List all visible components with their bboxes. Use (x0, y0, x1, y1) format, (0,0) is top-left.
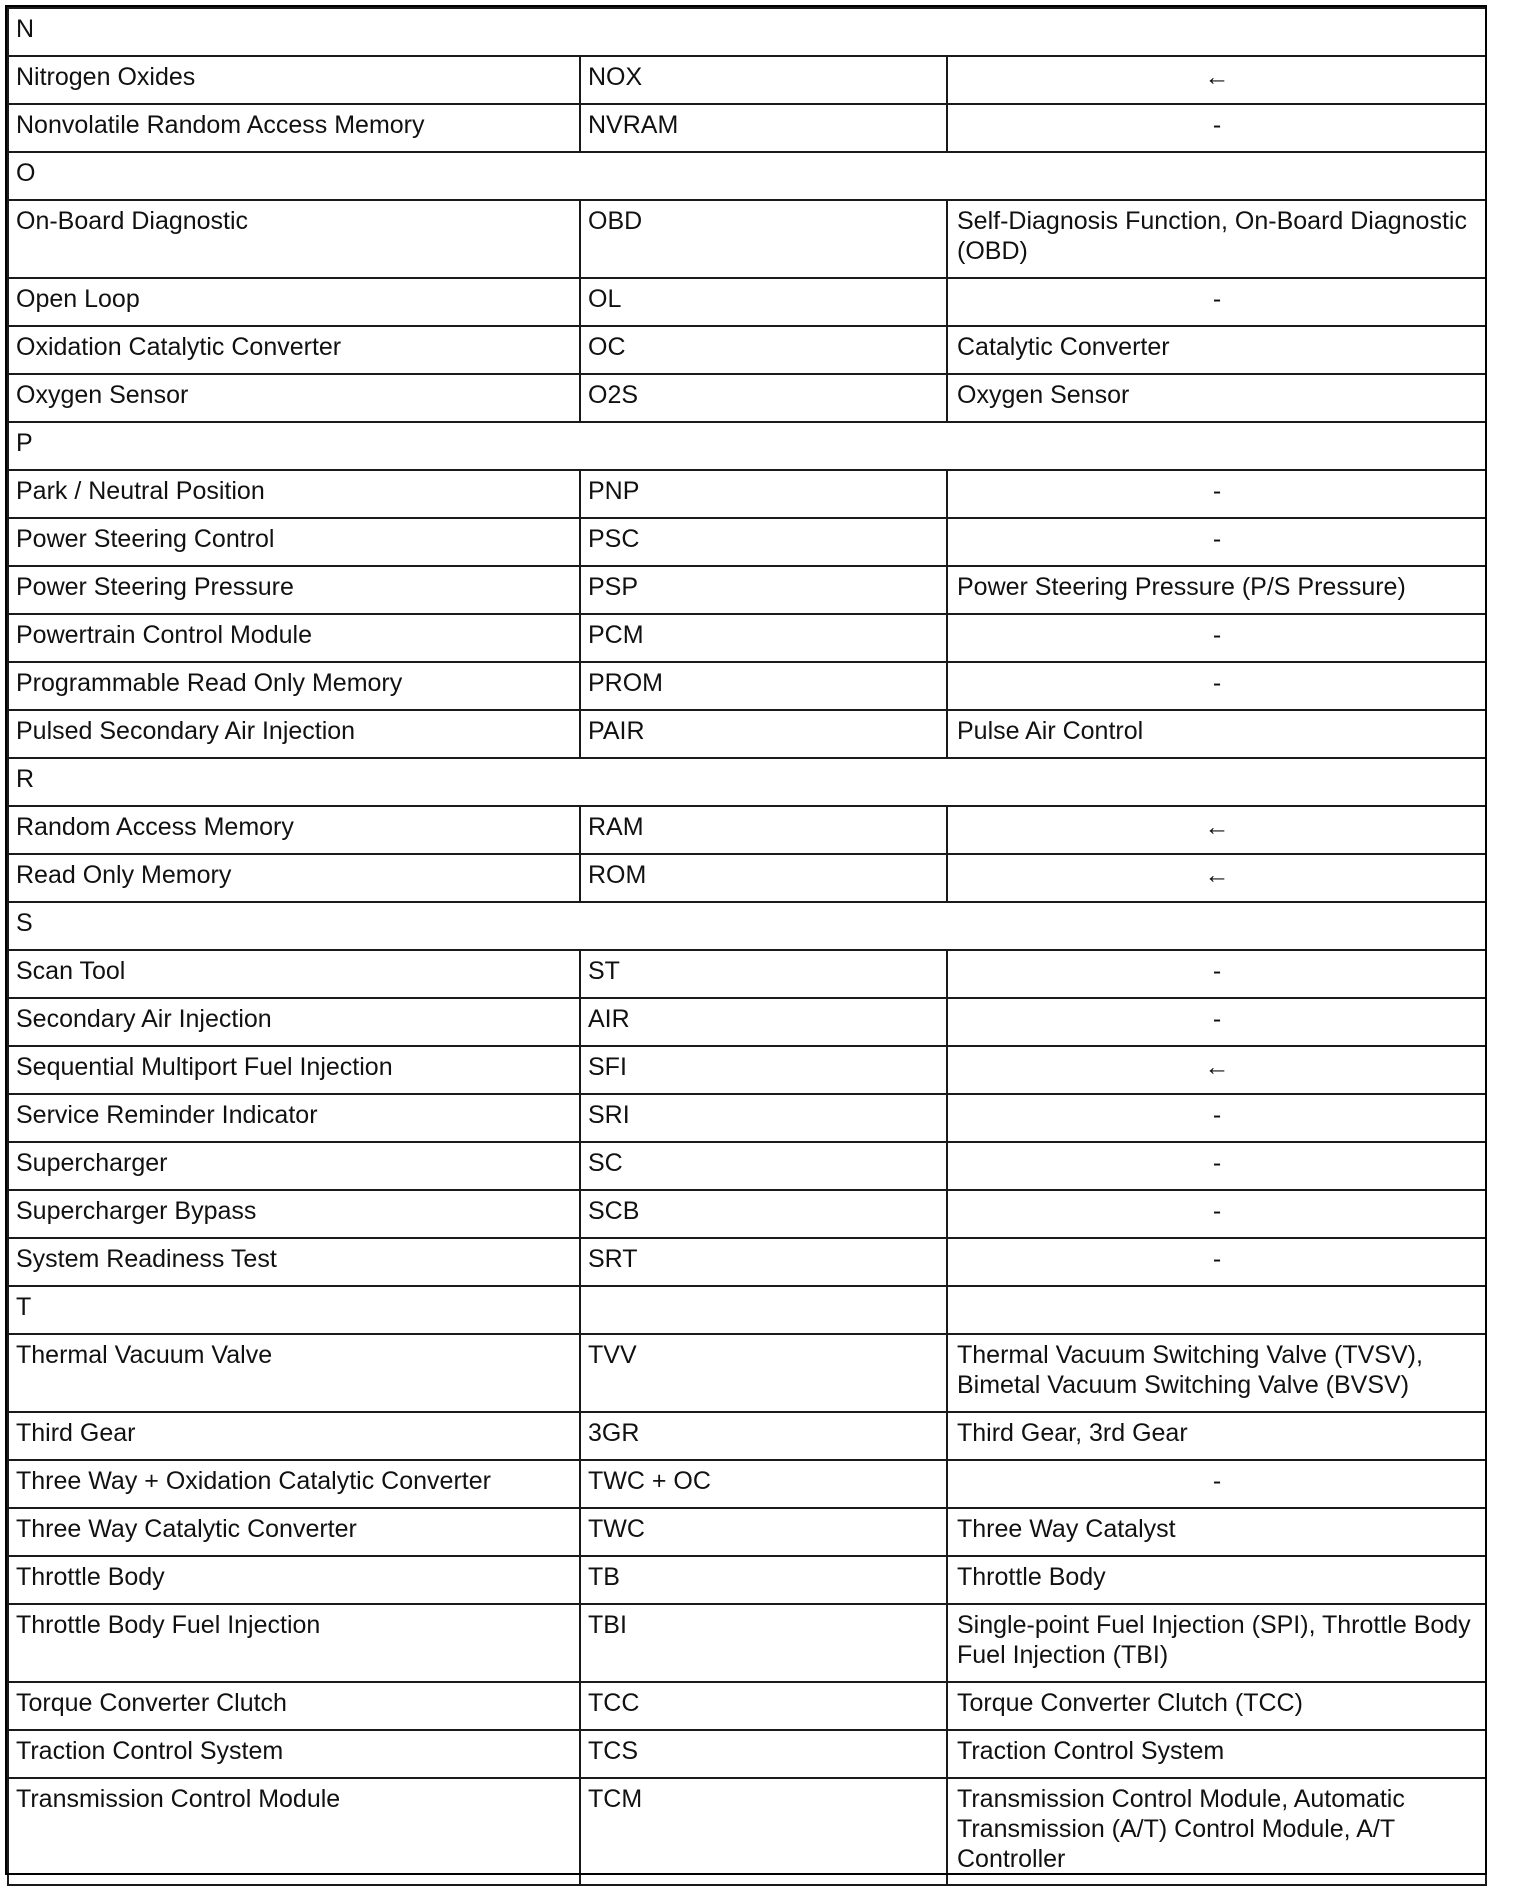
term-cell: Nonvolatile Random Access Memory (8, 104, 580, 152)
abbreviation-cell: OC (580, 326, 947, 374)
term-cell: Oxidation Catalytic Converter (8, 326, 580, 374)
abbreviation-cell: ST (580, 950, 947, 998)
term-cell: Scan Tool (8, 950, 580, 998)
abbreviation-cell: AIR (580, 998, 947, 1046)
term-cell: Power Steering Pressure (8, 566, 580, 614)
other-name-cell: - (947, 470, 1486, 518)
section-letter: O (8, 152, 1486, 200)
term-cell: Supercharger Bypass (8, 1190, 580, 1238)
term-cell: Oxygen Sensor (8, 374, 580, 422)
other-name-cell: ← (947, 56, 1486, 104)
table-row (8, 1334, 1486, 1412)
term-cell: Throttle Body Fuel Injection (8, 1604, 580, 1682)
abbreviation-cell: PROM (580, 662, 947, 710)
term-cell: Open Loop (8, 278, 580, 326)
term-cell: Supercharger (8, 1142, 580, 1190)
other-name-cell: - (947, 1190, 1486, 1238)
other-name-cell: Thermal Vacuum Switching Valve (TVSV), Bimetal Vacuum Switching Valve (BVSV) (947, 1334, 1486, 1412)
other-name-cell: Torque Converter Clutch (TCC) (947, 1682, 1486, 1730)
other-name-cell: ← (947, 1046, 1486, 1094)
abbreviation-cell: TCM (580, 1778, 947, 1885)
section-letter: N (8, 8, 1486, 56)
other-name-cell (947, 1286, 1486, 1334)
term-cell: Powertrain Control Module (8, 614, 580, 662)
table-row (8, 1412, 1486, 1460)
table-row (8, 1460, 1486, 1508)
other-name-cell: Self-Diagnosis Function, On-Board Diagnostic (OBD) (947, 200, 1486, 278)
abbreviation-cell: NVRAM (580, 104, 947, 152)
abbreviation-cell: PSP (580, 566, 947, 614)
abbreviation-cell: PSC (580, 518, 947, 566)
abbreviation-cell: 3GR (580, 1412, 947, 1460)
other-name-cell: - (947, 1238, 1486, 1286)
abbreviation-cell: RAM (580, 806, 947, 854)
term-cell: Secondary Air Injection (8, 998, 580, 1046)
table-row (8, 56, 1486, 104)
table-row (8, 1094, 1486, 1142)
other-name-cell: - (947, 1460, 1486, 1508)
table-row (8, 710, 1486, 758)
term-cell: Throttle Body (8, 1556, 580, 1604)
section-letter: R (8, 758, 1486, 806)
abbreviation-cell: TCS (580, 1730, 947, 1778)
section-header-row (8, 152, 1486, 200)
table-row (8, 104, 1486, 152)
other-name-cell: Third Gear, 3rd Gear (947, 1412, 1486, 1460)
table-row (8, 470, 1486, 518)
section-header-row (8, 422, 1486, 470)
term-cell: Pulsed Secondary Air Injection (8, 710, 580, 758)
table-row (8, 662, 1486, 710)
term-cell: Power Steering Control (8, 518, 580, 566)
term-cell: Torque Converter Clutch (8, 1682, 580, 1730)
other-name-cell: Catalytic Converter (947, 326, 1486, 374)
table-row (8, 1556, 1486, 1604)
term-cell: Park / Neutral Position (8, 470, 580, 518)
table-row (8, 566, 1486, 614)
term-cell: Transmission Control Module (8, 1778, 580, 1885)
abbreviation-cell: OBD (580, 200, 947, 278)
abbreviation-cell: SC (580, 1142, 947, 1190)
table-row (8, 200, 1486, 278)
section-header-row (8, 758, 1486, 806)
table-row (8, 1190, 1486, 1238)
abbreviation-cell: PAIR (580, 710, 947, 758)
other-name-cell: Oxygen Sensor (947, 374, 1486, 422)
abbreviation-cell: SCB (580, 1190, 947, 1238)
abbreviation-cell: TBI (580, 1604, 947, 1682)
table-row (8, 326, 1486, 374)
term-cell: Service Reminder Indicator (8, 1094, 580, 1142)
other-name-cell: Three Way Catalyst (947, 1508, 1486, 1556)
abbreviation-cell: TWC (580, 1508, 947, 1556)
table-row (8, 1508, 1486, 1556)
table-row (8, 1238, 1486, 1286)
abbreviation-cell: TVV (580, 1334, 947, 1412)
other-name-cell: Pulse Air Control (947, 710, 1486, 758)
table-row (8, 1142, 1486, 1190)
abbreviation-table-body (8, 8, 1486, 1885)
term-cell: Random Access Memory (8, 806, 580, 854)
abbreviation-cell: O2S (580, 374, 947, 422)
other-name-cell: - (947, 950, 1486, 998)
table-row (8, 278, 1486, 326)
other-name-cell: Transmission Control Module, Automatic Transmission (A/T) Control Module, A/T Controller (947, 1778, 1486, 1885)
other-name-cell: - (947, 518, 1486, 566)
other-name-cell: ← (947, 854, 1486, 902)
abbreviation-cell: SRT (580, 1238, 947, 1286)
table-row (8, 1730, 1486, 1778)
table-row (8, 1604, 1486, 1682)
table-row (8, 1046, 1486, 1094)
table-row (8, 614, 1486, 662)
other-name-cell: - (947, 998, 1486, 1046)
other-name-cell: ← (947, 806, 1486, 854)
abbreviation-cell: SFI (580, 1046, 947, 1094)
other-name-cell: Throttle Body (947, 1556, 1486, 1604)
other-name-cell: - (947, 1142, 1486, 1190)
abbreviation-cell: TWC + OC (580, 1460, 947, 1508)
abbreviation-table (7, 7, 1487, 1886)
term-cell: Sequential Multiport Fuel Injection (8, 1046, 580, 1094)
other-name-cell: - (947, 104, 1486, 152)
other-name-cell: - (947, 614, 1486, 662)
other-name-cell: Traction Control System (947, 1730, 1486, 1778)
other-name-cell: - (947, 1094, 1486, 1142)
term-cell: Nitrogen Oxides (8, 56, 580, 104)
term-cell: On-Board Diagnostic (8, 200, 580, 278)
term-cell: Read Only Memory (8, 854, 580, 902)
abbreviation-cell: ROM (580, 854, 947, 902)
term-cell: T (8, 1286, 580, 1334)
table-row (8, 1778, 1486, 1885)
section-letter: P (8, 422, 1486, 470)
term-cell: Three Way Catalytic Converter (8, 1508, 580, 1556)
abbreviation-cell: NOX (580, 56, 947, 104)
term-cell: System Readiness Test (8, 1238, 580, 1286)
table-row (8, 518, 1486, 566)
table-row (8, 1682, 1486, 1730)
abbreviation-cell: TB (580, 1556, 947, 1604)
term-cell: Third Gear (8, 1412, 580, 1460)
other-name-cell: - (947, 278, 1486, 326)
table-row (8, 950, 1486, 998)
term-cell: Traction Control System (8, 1730, 580, 1778)
table-row (8, 854, 1486, 902)
table-row (8, 998, 1486, 1046)
section-letter: S (8, 902, 1486, 950)
term-cell: Three Way + Oxidation Catalytic Converter (8, 1460, 580, 1508)
abbreviation-cell: SRI (580, 1094, 947, 1142)
other-name-cell: Power Steering Pressure (P/S Pressure) (947, 566, 1486, 614)
abbreviation-cell: PNP (580, 470, 947, 518)
term-cell: Thermal Vacuum Valve (8, 1334, 580, 1412)
abbreviation-cell: PCM (580, 614, 947, 662)
other-name-cell: Single-point Fuel Injection (SPI), Throttle Body Fuel Injection (TBI) (947, 1604, 1486, 1682)
abbreviation-cell: TCC (580, 1682, 947, 1730)
table-row (8, 374, 1486, 422)
section-header-row (8, 8, 1486, 56)
table-row (8, 806, 1486, 854)
section-header-row (8, 902, 1486, 950)
abbreviation-cell: OL (580, 278, 947, 326)
term-cell: Programmable Read Only Memory (8, 662, 580, 710)
table-row (8, 1286, 1486, 1334)
other-name-cell: - (947, 662, 1486, 710)
abbreviation-cell (580, 1286, 947, 1334)
